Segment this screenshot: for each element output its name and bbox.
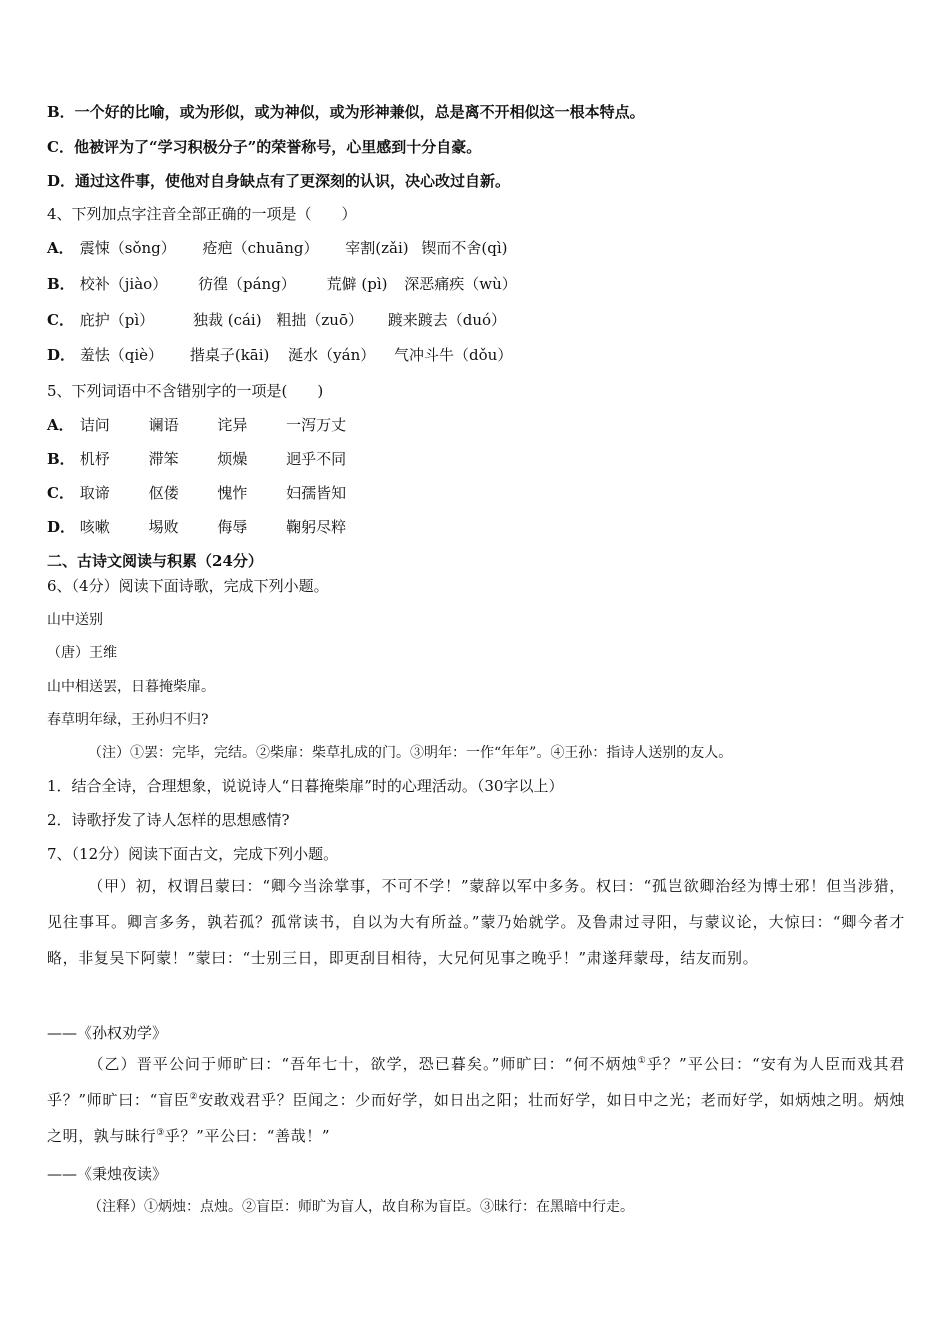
option-item: 机杼 — [79, 450, 110, 468]
option-item: 羞怯（qiè） — [79, 346, 164, 364]
option-item: 侮辱 — [217, 518, 248, 536]
poem-note: （注）①罢：完毕，完结。②柴扉：柴草扎成的门。③明年：一作“年年”。④王孙：指诗人送别的友人。 — [88, 745, 733, 761]
option-item: 深恶痛疾（wù） — [404, 275, 517, 293]
q6-sub-question-2: 2．诗歌抒发了诗人怎样的思想感情? — [47, 811, 290, 829]
option-label: D． — [47, 346, 76, 364]
passage-yi-source: ——《秉烛夜读》 — [47, 1165, 168, 1183]
q6-sub-question-1: 1．结合全诗，合理想象，说说诗人“日暮掩柴扉”时的心理活动。（30字以上） — [47, 777, 564, 795]
poem-line: 春草明年绿，王孙归不归? — [47, 712, 209, 728]
option-label: C． — [47, 311, 74, 329]
option-item: 滞笨 — [148, 450, 179, 468]
option-item: 庇护（pì） — [79, 311, 155, 329]
section-heading: 二、古诗文阅读与积累（24分） — [47, 552, 263, 570]
poem-title: 山中送别 — [47, 612, 103, 628]
poem-author: （唐）王维 — [47, 645, 117, 661]
passage-jia-text: （甲）初，权谓吕蒙曰：“卿今当涂掌事，不可不学！”蒙辞以军中多务。权曰：“孤岂欲卿治经为博士邪！但当涉猎，见往事耳。卿言多务，孰若孤？孤常读书，自以为大有所益。”蒙乃始就学。及鲁肃过寻阳，与蒙议论，大惊曰：“卿今者才略，非复吴下阿蒙！”蒙曰：“士别三日，即更刮目相待，大兄何见事之晚乎！”肃遂拜蒙母，结友而别。 — [47, 877, 905, 967]
option-item: 烦燥 — [217, 450, 248, 468]
passage-yi-text: 乎？”平公曰：“善哉！” — [164, 1127, 331, 1145]
option-item: 震悚（sǒng） — [79, 239, 176, 257]
q4-stem: 4、下列加点字注音全部正确的一项是（ ） — [47, 205, 357, 223]
passage-jia-source: ——《孙权劝学》 — [47, 1024, 168, 1042]
q5-stem: 5、下列词语中不含错别字的一项是( ) — [47, 382, 324, 400]
footnote-mark: ① — [637, 1056, 647, 1066]
q4-option-b — [47, 274, 551, 294]
q3-option-b: B．一个好的比喻，或为形似，或为神似，或为形神兼似，总是离不开相似这一根本特点。 — [47, 103, 645, 121]
option-item: 宰割(zǎi) — [345, 239, 409, 257]
option-label: D． — [47, 518, 76, 536]
option-item: 迥乎不同 — [286, 450, 347, 468]
option-item: 独裁 (cái) — [192, 311, 262, 329]
option-label: A． — [47, 416, 74, 434]
footnote-mark: ② — [189, 1092, 199, 1102]
q4-option-a — [47, 238, 542, 258]
option-item: 彷徨（páng） — [198, 275, 296, 293]
q5-option-c — [47, 483, 380, 503]
option-item: 校补（jiào） — [79, 275, 168, 293]
passage-yi — [47, 1046, 905, 1154]
q3-option-d: D．通过这件事，使他对自身缺点有了更深刻的认识，决心改过自新。 — [47, 172, 511, 190]
option-item: 伛偻 — [148, 484, 179, 502]
option-item: 诧异 — [217, 416, 248, 434]
option-item: 荒僻 (pì) — [326, 275, 388, 293]
option-label: C． — [47, 484, 74, 502]
passage-note: （注释）①炳烛：点烛。②盲臣：师旷为盲人，故自称为盲臣。③昧行：在黑暗中行走。 — [88, 1199, 634, 1215]
option-item: 粗拙（zuō） — [276, 311, 363, 329]
option-item: 涎水（yán） — [288, 346, 376, 364]
q3-option-c: C．他被评为了“学习积极分子”的荣誉称号，心里感到十分自豪。 — [47, 138, 482, 156]
option-item: 疮疤（chuāng） — [202, 239, 319, 257]
q5-option-a — [47, 415, 380, 435]
option-item: 踱来踱去（duó） — [387, 311, 507, 329]
q7-stem: 7、（12分）阅读下面古文，完成下列小题。 — [47, 845, 339, 863]
option-item: 诘问 — [79, 416, 110, 434]
option-item: 愧怍 — [217, 484, 248, 502]
passage-yi-text: （乙）晋平公问于师旷曰：“吾年七十，欲学，恐已暮矣。”师旷曰：“何不炳烛 — [88, 1055, 638, 1073]
footnote-mark: ③ — [156, 1128, 165, 1138]
option-item: 取谛 — [79, 484, 110, 502]
passage-jia — [47, 868, 905, 976]
option-item: 锲而不舍(qì) — [421, 239, 508, 257]
option-item: 妇孺皆知 — [286, 484, 347, 502]
option-item: 鞠躬尽粹 — [286, 518, 347, 536]
option-item: 揩桌子(kāi) — [189, 346, 270, 364]
poem-line: 山中相送罢，日暮掩柴扉。 — [47, 679, 215, 695]
q5-option-b — [47, 449, 380, 469]
q6-stem: 6、（4分）阅读下面诗歌，完成下列小题。 — [47, 577, 329, 595]
option-item: 一泻万丈 — [286, 416, 347, 434]
option-label: A． — [47, 239, 74, 257]
option-item: 咳嗽 — [79, 518, 110, 536]
option-item: 气冲斗牛（dǒu） — [394, 346, 513, 364]
passage-yi-text: 乎？”平公曰：“安有为人臣而戏其君乎？”师旷曰：“盲臣 — [47, 1055, 906, 1109]
passage-yi-text: 安敢戏君乎？臣闻之：少而好学，如日出之阳；壮而好学，如日中之光；老而好学，如炳烛之明。炳烛之明，孰与昧行 — [47, 1091, 905, 1145]
option-label: B． — [47, 450, 75, 468]
option-item: 谰语 — [148, 416, 179, 434]
q5-option-d — [47, 517, 380, 537]
option-label: B． — [47, 275, 75, 293]
q4-option-c — [47, 310, 540, 330]
option-item: 埸败 — [148, 518, 179, 536]
q4-option-d — [47, 345, 546, 365]
